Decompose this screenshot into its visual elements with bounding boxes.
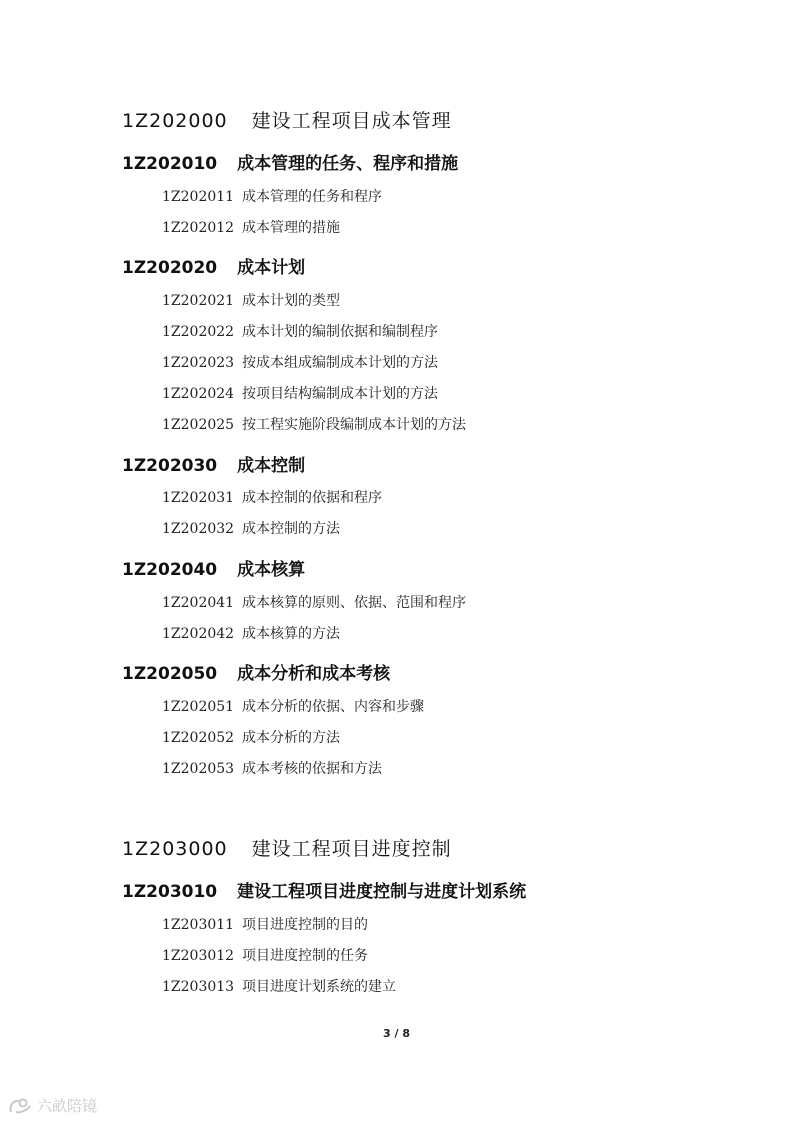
toc-item (162, 945, 368, 965)
section-title: 成本核算 (237, 560, 306, 580)
toc-item (162, 321, 438, 341)
item-title: 成本管理的任务和程序 (242, 189, 382, 205)
toc-item (162, 727, 340, 747)
chapter-title: 建设工程项目成本管理 (251, 110, 452, 132)
chapter-heading (122, 834, 452, 861)
item-title: 成本考核的依据和方法 (242, 761, 382, 777)
item-title: 成本计划的类型 (242, 293, 340, 309)
toc-item (162, 186, 382, 206)
chapter-code: 1Z203000 (122, 838, 228, 860)
item-title: 成本核算的方法 (242, 626, 340, 642)
section-heading (122, 877, 526, 902)
item-code: 1Z203011 (162, 917, 235, 933)
item-code: 1Z202024 (162, 386, 235, 402)
section-heading (122, 555, 305, 580)
section-code: 1Z202040 (122, 560, 218, 580)
item-title: 成本分析的依据、内容和步骤 (242, 699, 424, 715)
item-code: 1Z202031 (162, 490, 235, 506)
toc-item (162, 217, 340, 237)
item-title: 成本控制的依据和程序 (242, 490, 382, 506)
section-title: 成本管理的任务、程序和措施 (237, 154, 459, 174)
item-code: 1Z202032 (162, 521, 235, 537)
item-title: 项目进度控制的目的 (242, 917, 368, 933)
toc-item (162, 758, 382, 778)
item-code: 1Z202053 (162, 761, 235, 777)
toc-item (162, 290, 340, 310)
item-title: 项目进度控制的任务 (242, 948, 368, 964)
toc-item (162, 487, 382, 507)
item-code: 1Z203013 (162, 979, 235, 995)
section-heading (122, 451, 305, 476)
item-code: 1Z202011 (162, 189, 235, 205)
page-number: 3 / 8 (383, 1027, 410, 1040)
section-title: 建设工程项目进度控制与进度计划系统 (237, 882, 527, 902)
item-title: 成本控制的方法 (242, 521, 340, 537)
item-title: 按成本组成编制成本计划的方法 (242, 355, 438, 371)
section-title: 成本控制 (237, 456, 306, 476)
item-code: 1Z202051 (162, 699, 235, 715)
section-code: 1Z202030 (122, 456, 218, 476)
toc-item (162, 592, 466, 612)
chapter-title: 建设工程项目进度控制 (251, 838, 452, 860)
toc-item (162, 976, 396, 996)
section-title: 成本分析和成本考核 (237, 664, 391, 684)
chapter-code: 1Z202000 (122, 110, 228, 132)
item-code: 1Z202052 (162, 730, 235, 746)
chapter-heading (122, 106, 452, 133)
item-code: 1Z202021 (162, 293, 235, 309)
item-code: 1Z202022 (162, 324, 235, 340)
watermark-logo-icon (8, 1097, 34, 1115)
item-title: 成本分析的方法 (242, 730, 340, 746)
watermark (8, 1095, 97, 1116)
item-title: 按项目结构编制成本计划的方法 (242, 386, 438, 402)
item-code: 1Z202042 (162, 626, 235, 642)
toc-item (162, 352, 438, 372)
item-title: 成本核算的原则、依据、范围和程序 (242, 595, 466, 611)
toc-item (162, 383, 438, 403)
item-code: 1Z202023 (162, 355, 235, 371)
section-heading (122, 149, 458, 174)
section-code: 1Z203010 (122, 882, 218, 902)
section-heading (122, 253, 305, 278)
toc-item (162, 914, 368, 934)
toc-item (162, 518, 340, 538)
item-title: 按工程实施阶段编制成本计划的方法 (242, 417, 466, 433)
watermark-text: 六畝陪镜 (37, 1097, 98, 1115)
section-code: 1Z202050 (122, 664, 218, 684)
item-title: 项目进度计划系统的建立 (242, 979, 396, 995)
section-code: 1Z202010 (122, 154, 218, 174)
section-code: 1Z202020 (122, 258, 218, 278)
item-code: 1Z203012 (162, 948, 235, 964)
item-code: 1Z202041 (162, 595, 235, 611)
toc-item (162, 696, 424, 716)
section-title: 成本计划 (237, 258, 306, 278)
item-code: 1Z202025 (162, 417, 235, 433)
toc-item (162, 623, 340, 643)
item-title: 成本计划的编制依据和编制程序 (242, 324, 438, 340)
item-code: 1Z202012 (162, 220, 235, 236)
toc-item (162, 414, 466, 434)
item-title: 成本管理的措施 (242, 220, 340, 236)
section-heading (122, 659, 390, 684)
